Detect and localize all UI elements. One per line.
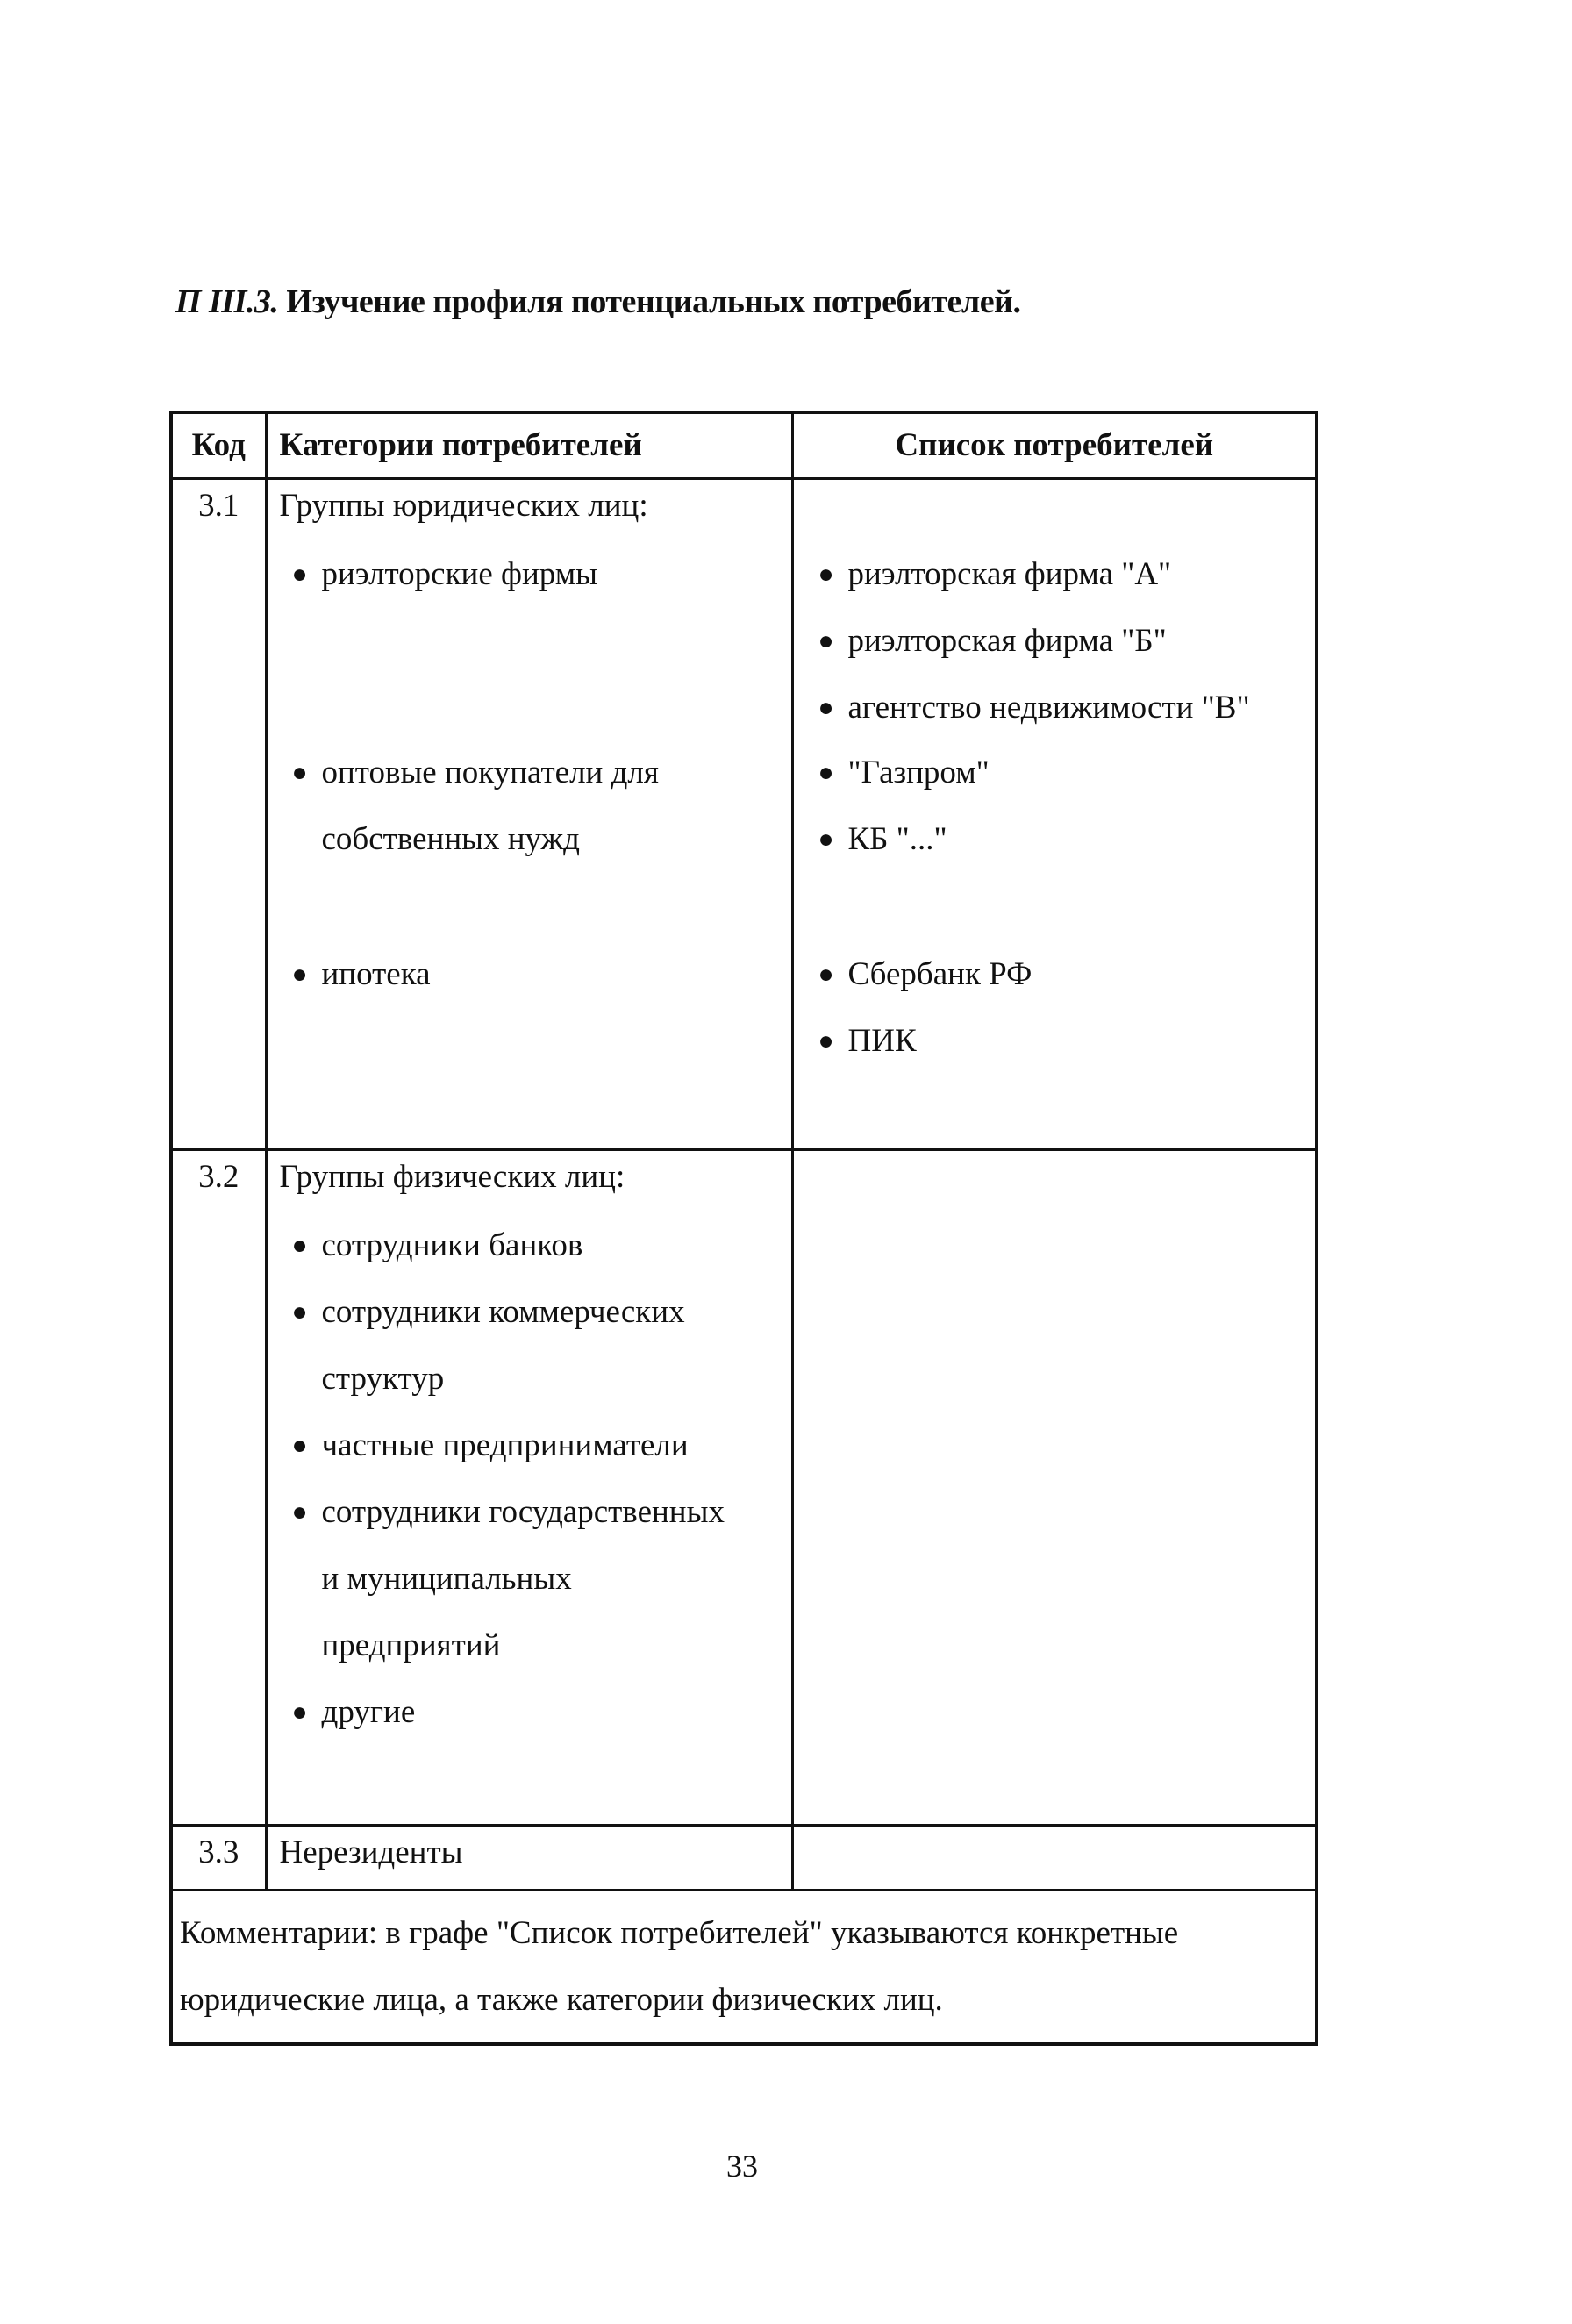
comment-row (171, 1891, 1317, 2045)
category-block (276, 541, 782, 740)
list-item: ● КБ "..." (803, 806, 1307, 873)
list-item: ● сотрудники коммерческих (276, 1279, 782, 1346)
category-cell (266, 479, 792, 1150)
group-title: Группы физических лиц: (279, 1159, 625, 1195)
section-heading (175, 282, 1020, 321)
bullet-icon: ● (291, 560, 308, 589)
row-code: 3.1 (171, 479, 266, 1150)
bullet-icon: ● (291, 1231, 308, 1260)
bullet-icon: ● (818, 825, 834, 854)
list-item: ● "Газпром" (803, 740, 1307, 806)
table-header-row (171, 412, 1317, 479)
list-item: ● ипотека (276, 941, 782, 1008)
row-code: 3.2 (171, 1150, 266, 1826)
list-item: ● ПИК (803, 1008, 1307, 1075)
category-block (276, 941, 782, 1008)
consumer-list-cell (792, 479, 1317, 1150)
bullet-icon: ● (291, 758, 308, 787)
list-item: ● Сбербанк РФ (803, 941, 1307, 1008)
bullet-icon: ● (291, 1498, 308, 1527)
header-list: Список потребителей (792, 412, 1317, 479)
list-item: ● оптовые покупатели для (276, 740, 782, 806)
list-item-continuation: собственных нужд (321, 821, 580, 857)
list-item: ● другие (276, 1679, 782, 1746)
comment-line: юридические лица, а также категории физических лиц. (180, 1982, 943, 2018)
consumer-block (803, 941, 1307, 1075)
bullet-icon: ● (291, 1298, 308, 1326)
list-item: ● агентство недвижимости "В" (803, 675, 1307, 741)
bullet-icon: ● (818, 693, 834, 722)
list-item-continuation: предприятий (321, 1627, 501, 1663)
consumer-block (803, 541, 1307, 740)
list-item-continuation: структур (321, 1361, 445, 1397)
category-cell (266, 1150, 792, 1826)
comment-line: Комментарии: в графе "Список потребителей" указываются конкретные (180, 1915, 1179, 1951)
list-item-continuation: и муниципальных (321, 1561, 572, 1597)
bullet-icon: ● (291, 1698, 308, 1727)
list-item: ● сотрудники государственных (276, 1479, 782, 1546)
row-code: 3.3 (171, 1826, 266, 1891)
consumer-profile-table (169, 411, 1318, 2046)
bullet-icon: ● (291, 960, 308, 989)
group-title: Нерезиденты (279, 1834, 463, 1870)
bullet-icon: ● (818, 1026, 834, 1055)
table-row (171, 1826, 1317, 1891)
bullet-icon: ● (291, 1431, 308, 1460)
header-category: Категории потребителей (266, 412, 792, 479)
table-row (171, 479, 1317, 1150)
page-number: 33 (726, 2149, 758, 2184)
bullet-icon: ● (818, 758, 834, 787)
bullet-icon: ● (818, 626, 834, 655)
list-item: ● риэлторские фирмы (276, 541, 782, 608)
header-code: Код (171, 412, 266, 479)
section-code: П III.3. (175, 283, 279, 320)
list-item: ● риэлторская фирма "А" (803, 541, 1307, 608)
consumer-list-cell (792, 1826, 1317, 1891)
category-block (276, 740, 782, 941)
section-title: Изучение профиля потенциальных потребителей. (286, 283, 1021, 320)
comment-cell (171, 1891, 1317, 2045)
table-row (171, 1150, 1317, 1826)
consumer-block (803, 740, 1307, 941)
list-item: ● частные предприниматели (276, 1412, 782, 1479)
group-title: Группы юридических лиц: (279, 488, 648, 524)
bullet-icon: ● (818, 560, 834, 589)
bullet-icon: ● (818, 960, 834, 989)
list-item: ● сотрудники банков (276, 1212, 782, 1279)
category-cell (266, 1826, 792, 1891)
consumer-list-cell (792, 1150, 1317, 1826)
list-item: ● риэлторская фирма "Б" (803, 608, 1307, 675)
